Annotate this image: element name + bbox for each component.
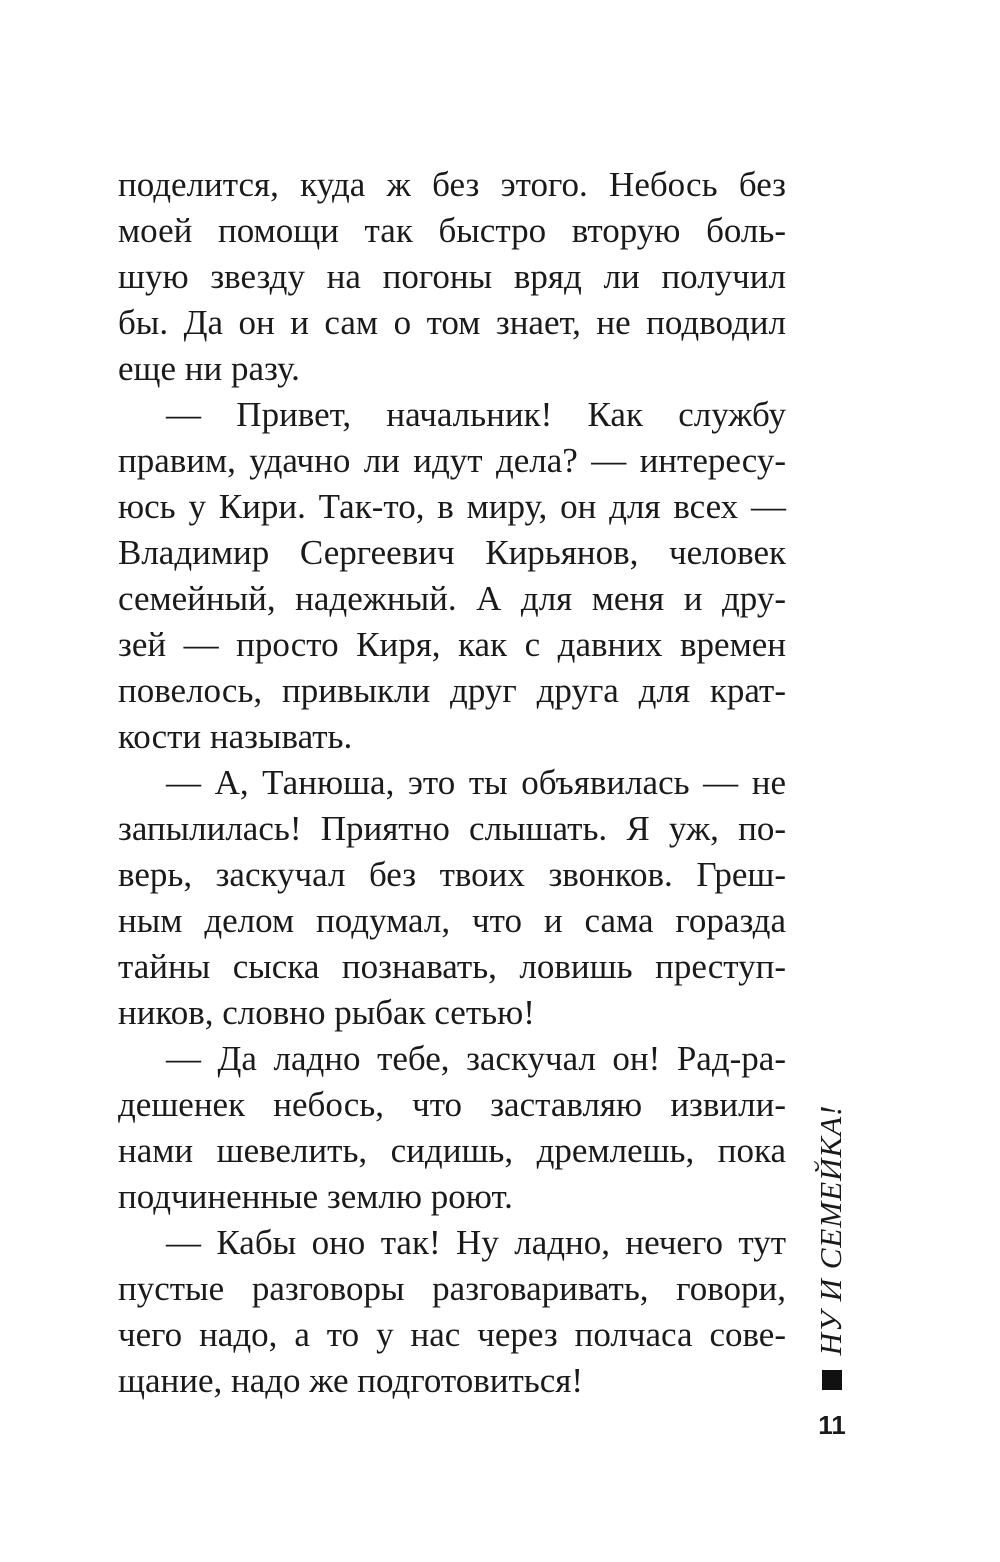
text-line: подчиненные землю роют. — [118, 1177, 513, 1216]
page-number: 11 — [818, 1410, 846, 1440]
text-line: бы. Да он и сам о том знает, не подводил — [118, 303, 786, 342]
text-line: кости называть. — [118, 717, 353, 756]
text-line: щание, надо же подготовиться! — [118, 1361, 583, 1400]
text-line: моей помощи так быстро вторую боль- — [118, 211, 786, 250]
text-line: еще ни разу. — [118, 349, 300, 388]
text-line: тайны сыска познавать, ловишь преступ- — [118, 947, 786, 986]
text-line: дешенек небось, что заставляю извили- — [118, 1085, 786, 1124]
square-marker-icon — [822, 1370, 842, 1390]
text-line: — А, Танюша, это ты объявилась — не — [166, 763, 786, 802]
text-line: семейный, надежный. А для меня и дру- — [118, 579, 786, 618]
text-line: повелось, привыкли друг друга для крат- — [118, 671, 786, 710]
text-line: верь, заскучал без твоих звонков. Греш- — [118, 855, 786, 894]
text-line: запылилась! Приятно слышать. Я уж, по- — [118, 809, 786, 848]
text-line: чего надо, а то у нас через полчаса сове- — [118, 1315, 786, 1354]
text-line: ников, словно рыбак сетью! — [118, 993, 535, 1032]
text-line: Владимир Сергеевич Кирьянов, человек — [118, 533, 786, 572]
text-line: — Привет, начальник! Как службу — [166, 395, 786, 434]
text-line: поделится, куда ж без этого. Небось без — [118, 165, 786, 204]
text-line: шую звезду на погоны вряд ли получил — [118, 257, 786, 296]
text-line: пустые разговоры разговаривать, говори, — [118, 1269, 786, 1308]
text-line: — Да ладно тебе, заскучал он! Рад-ра- — [166, 1039, 786, 1078]
text-line: — Кабы оно так! Ну ладно, нечего тут — [166, 1223, 786, 1262]
body-text — [118, 162, 786, 1404]
text-line: ным делом подумал, что и сама горазда — [118, 901, 786, 940]
text-line: правим, удачно ли идут дела? — интересу- — [118, 441, 786, 480]
running-title — [808, 1104, 854, 1356]
text-line: нами шевелить, сидишь, дремлешь, пока — [118, 1131, 786, 1170]
running-title-text: НУ И СЕМЕЙКА! — [813, 1104, 848, 1356]
text-line: зей — просто Киря, как с давних времен — [118, 625, 786, 664]
text-line: юсь у Кири. Так-то, в миру, он для всех — — [118, 487, 786, 526]
